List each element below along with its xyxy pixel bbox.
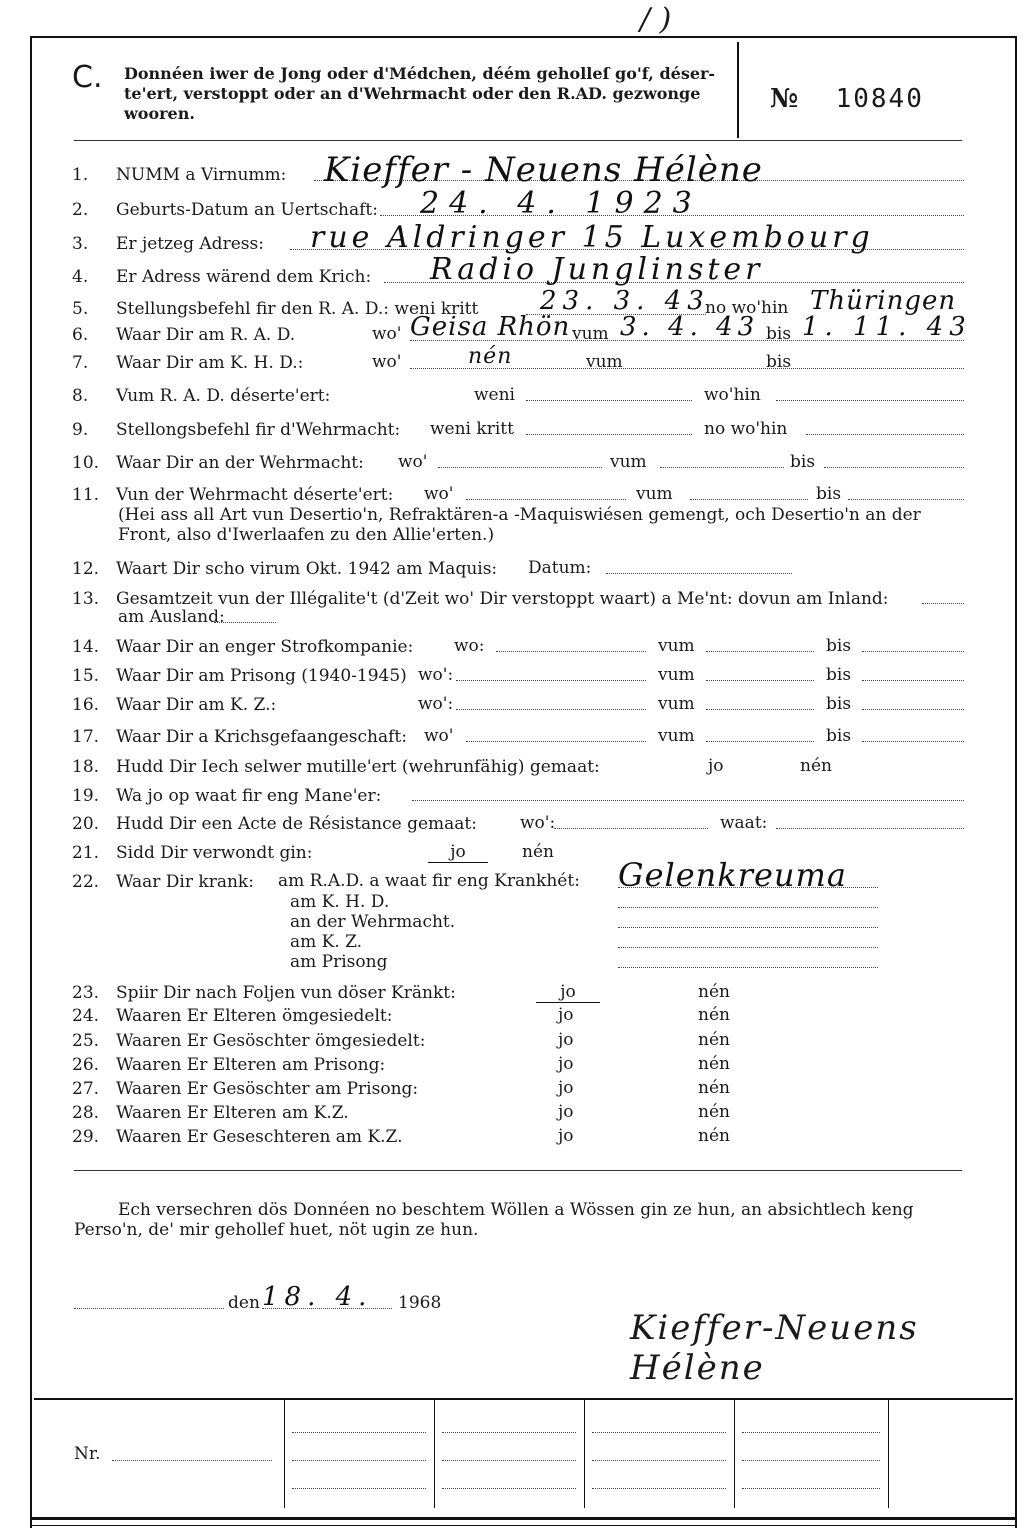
row-23-nen: nén — [698, 982, 730, 1002]
row-13: 13. Gesamtzeit vun der Illégalite't (d'Zeit wo' Dir verstoppt waart) a Me'nt: dovun am Inland: — [72, 589, 889, 609]
row-17-bis: bis — [826, 726, 852, 746]
row-18: 18. Hudd Dir Iech selwer mutille'ert (wehrunfähig) gemaat: — [72, 757, 600, 777]
row-22-line-1 — [618, 907, 878, 908]
row-7-wo: wo' — [372, 352, 402, 372]
row-6-bis: bis — [766, 324, 792, 344]
row-9-wohin: no wo'hin — [704, 419, 788, 439]
row-7-bis: bis — [766, 352, 792, 372]
row-13-line-b — [214, 622, 276, 623]
row-7-vum: vum — [586, 352, 623, 372]
top-handwritten-mark: / ) — [640, 2, 672, 37]
footer-dot-3b — [592, 1460, 726, 1461]
date-value: 18. 4. — [262, 1282, 373, 1312]
row-20-wo: wo': — [520, 813, 556, 833]
row-11: 11. Vun der Wehrmacht déserte'ert: — [72, 485, 394, 505]
declaration-line-1: Ech versechren dös Donnéen no beschtem Wöllen a Wössen gin ze hun, an absichtlech keng — [118, 1200, 914, 1220]
row-17-line-b — [706, 741, 814, 742]
declaration-rule — [74, 1170, 962, 1171]
row-3: 3. Er jetzeg Adress: — [72, 234, 264, 254]
row-4-value: Radio Junglinster — [430, 252, 764, 287]
row-17-line-c — [862, 741, 964, 742]
row-15-wo: wo': — [418, 665, 454, 685]
row-7: 7. Waar Dir am K. H. D.: — [72, 353, 304, 373]
row-25-nen: nén — [698, 1030, 730, 1050]
heading-line-2: te'ert, verstoppt oder an d'Wehrmacht oder den R.AD. gezwonge — [124, 84, 701, 103]
row-18-jo: jo — [708, 756, 724, 776]
footer-col-3 — [584, 1398, 585, 1508]
row-11-note-2: Front, also d'Iwerlaafen zu den Allie'erten.) — [118, 525, 495, 545]
signature: Kieffer-Neuens Hélène — [630, 1308, 919, 1388]
row-27-nen: nén — [698, 1078, 730, 1098]
row-5: 5. Stellungsbefehl fir den R. A. D.: weni kritt — [72, 299, 479, 319]
row-15-line-c — [862, 680, 964, 681]
row-19-line — [412, 800, 964, 801]
row-11-note-1: (Hei ass all Art vun Desertio'n, Refraktären-a -Maquiswiésen gemengt, och Desertio'n an der — [118, 505, 921, 525]
row-11-line-c — [848, 499, 964, 500]
row-11-bis: bis — [816, 484, 842, 504]
footer-col-2 — [434, 1398, 435, 1508]
row-10-vum: vum — [610, 452, 647, 472]
footer-nr: Nr. — [74, 1444, 101, 1464]
row-22-sub-1: am K. H. D. — [290, 892, 390, 912]
row-22-sub-2: an der Wehrmacht. — [290, 912, 456, 932]
form-heading — [124, 64, 734, 124]
row-14-line-c — [862, 651, 964, 652]
row-6-line — [410, 340, 964, 341]
footer-dot-2c — [442, 1488, 576, 1489]
row-13-ausland: am Ausland: — [118, 607, 225, 627]
row-8-line-a — [526, 400, 692, 401]
date-year: 1968 — [398, 1293, 442, 1313]
footer-dot-1b — [292, 1460, 426, 1461]
row-22-value: Gelenkreuma — [618, 856, 847, 894]
bottom-border — [30, 1517, 1017, 1520]
row-22-line-4 — [618, 967, 878, 968]
date-den: den — [228, 1293, 260, 1313]
row-15-bis: bis — [826, 665, 852, 685]
footer-dot-1a — [292, 1432, 426, 1433]
row-8-weni: weni — [474, 385, 515, 405]
row-8-wohin: wo'hin — [704, 385, 761, 405]
row-9: 9. Stellongsbefehl fir d'Wehrmacht: — [72, 420, 401, 440]
row-8: 8. Vum R. A. D. déserte'ert: — [72, 386, 331, 406]
row-5-mid: no wo'hin — [705, 298, 789, 318]
header-divider — [737, 42, 739, 138]
header-rule — [74, 140, 962, 141]
number-sign: № — [770, 84, 801, 114]
row-26-nen: nén — [698, 1054, 730, 1074]
row-22-am: am R.A.D. a waat fir eng Krankhét: — [278, 871, 580, 891]
row-26: 26. Waaren Er Elteren am Prisong: — [72, 1055, 386, 1075]
footer-dot-4c — [742, 1488, 880, 1489]
row-22: 22. Waar Dir krank: — [72, 872, 254, 892]
row-9-line-a — [526, 434, 692, 435]
row-16-line-c — [862, 709, 964, 710]
row-6-value2: 3. 4. 43 — [620, 312, 760, 342]
row-5-value: 23. 3. 43 — [540, 286, 710, 316]
row-6-vum: vum — [572, 324, 609, 344]
footer-dot-4a — [742, 1432, 880, 1433]
form-number — [770, 84, 924, 114]
row-10-line-a — [438, 467, 602, 468]
heading-line-3: wooren. — [124, 104, 195, 123]
footer-dot-2b — [442, 1460, 576, 1461]
row-6: 6. Waar Dir am R. A. D. — [72, 325, 296, 345]
place-line — [74, 1308, 224, 1309]
row-1: 1. NUMM a Virnumm: — [72, 165, 287, 185]
row-11-vum: vum — [636, 484, 673, 504]
row-25: 25. Waaren Er Gesöschter ömgesiedelt: — [72, 1031, 426, 1051]
row-16-line-a — [456, 709, 646, 710]
footer-dot-1c — [292, 1488, 426, 1489]
row-21: 21. Sidd Dir verwondt gin: — [72, 843, 313, 863]
row-16-bis: bis — [826, 694, 852, 714]
row-2-value: 24. 4. 1923 — [420, 186, 702, 221]
footer-col-1 — [284, 1398, 285, 1508]
row-14-line-b — [706, 651, 814, 652]
row-14-wo: wo: — [454, 636, 485, 656]
row-6-value3: 1. 11. 43 — [802, 312, 972, 342]
row-10-wo: wo' — [398, 452, 428, 472]
row-14-vum: vum — [658, 636, 695, 656]
row-11-line-a — [466, 499, 626, 500]
row-26-jo: jo — [558, 1054, 574, 1074]
row-13-line-a — [922, 603, 964, 604]
row-11-line-b — [690, 499, 808, 500]
row-14-bis: bis — [826, 636, 852, 656]
row-24-jo: jo — [558, 1005, 574, 1025]
row-20-waat: waat: — [720, 813, 768, 833]
row-1-value: Kieffer - Neuens Hélène — [324, 150, 763, 190]
row-23: 23. Spiir Dir nach Foljen vun döser Kränkt: — [72, 983, 456, 1003]
row-20-line-a — [554, 828, 708, 829]
date-line — [262, 1308, 392, 1309]
row-17: 17. Waar Dir a Krichsgefaangeschaft: — [72, 727, 407, 747]
row-15-line-b — [706, 680, 814, 681]
footer-table — [34, 1398, 1013, 1508]
row-15-vum: vum — [658, 665, 695, 685]
row-18-nen: nén — [800, 756, 832, 776]
row-28-nen: nén — [698, 1102, 730, 1122]
row-10-line-c — [824, 467, 964, 468]
row-16-line-b — [706, 709, 814, 710]
row-19: 19. Wa jo op waat fir eng Mane'er: — [72, 786, 382, 806]
row-7-line — [410, 368, 964, 369]
row-28: 28. Waaren Er Elteren am K.Z. — [72, 1103, 349, 1123]
row-6-value: Geisa Rhön — [410, 312, 571, 342]
row-12-line — [606, 573, 792, 574]
footer-col-4 — [734, 1398, 735, 1508]
row-21-nen: nén — [522, 842, 554, 862]
row-24-nen: nén — [698, 1005, 730, 1025]
row-7-value: nén — [468, 344, 513, 369]
footer-dot-3a — [592, 1432, 726, 1433]
row-17-wo: wo' — [424, 726, 454, 746]
row-17-vum: vum — [658, 726, 695, 746]
row-29: 29. Waaren Er Geseschteren am K.Z. — [72, 1127, 403, 1147]
row-27-jo: jo — [558, 1078, 574, 1098]
footer-dot-4b — [742, 1460, 880, 1461]
row-14-line-a — [496, 651, 646, 652]
row-20: 20. Hudd Dir een Acte de Résistance gemaat: — [72, 814, 477, 834]
row-3-value: rue Aldringer 15 Luxembourg — [310, 220, 874, 255]
section-letter: C. — [72, 60, 103, 95]
row-16-wo: wo': — [418, 694, 454, 714]
footer-nr-line — [112, 1460, 272, 1461]
footer-dot-3c — [592, 1488, 726, 1489]
row-2: 2. Geburts-Datum an Uertschaft: — [72, 200, 378, 220]
row-5-value2: Thüringen — [810, 286, 957, 316]
row-21-jo: jo — [428, 842, 488, 863]
number-value: 10840 — [835, 84, 924, 114]
row-28-jo: jo — [558, 1102, 574, 1122]
row-11-wo: wo' — [424, 484, 454, 504]
row-10-line-b — [660, 467, 784, 468]
row-25-jo: jo — [558, 1030, 574, 1050]
row-16: 16. Waar Dir am K. Z.: — [72, 695, 277, 715]
row-23-jo: jo — [536, 982, 600, 1003]
row-14: 14. Waar Dir an enger Strofkompanie: — [72, 637, 414, 657]
row-24: 24. Waaren Er Elteren ömgesiedelt: — [72, 1006, 393, 1026]
footer-col-5 — [888, 1398, 889, 1508]
row-15-line-a — [456, 680, 646, 681]
row-12-datum: Datum: — [528, 558, 592, 578]
declaration-line-2: Perso'n, de' mir gehollef huet, nöt ugin ze hun. — [74, 1220, 479, 1240]
row-9-weni: weni kritt — [430, 419, 514, 439]
heading-line-1: Donnéen iwer de Jong oder d'Médchen, déém geholleſ go'f, déser- — [124, 64, 716, 83]
row-29-jo: jo — [558, 1126, 574, 1146]
row-15: 15. Waar Dir am Prisong (1940-1945) — [72, 666, 407, 686]
row-16-vum: vum — [658, 694, 695, 714]
row-6-wo: wo' — [372, 324, 402, 344]
row-22-sub-4: am Prisong — [290, 952, 388, 972]
footer-dot-2a — [442, 1432, 576, 1433]
row-8-line-b — [776, 400, 964, 401]
right-border — [1015, 36, 1017, 1528]
row-22-sub — [290, 892, 455, 972]
row-17-line-a — [466, 741, 646, 742]
row-22-line-0 — [618, 887, 878, 888]
row-10: 10. Waar Dir an der Wehrmacht: — [72, 453, 364, 473]
row-22-line-3 — [618, 947, 878, 948]
row-29-nen: nén — [698, 1126, 730, 1146]
row-4: 4. Er Adress wärend dem Krich: — [72, 267, 372, 287]
row-22-sub-3: am K. Z. — [290, 932, 363, 952]
row-12: 12. Waart Dir scho virum Okt. 1942 am Maquis: — [72, 559, 498, 579]
row-9-line-b — [806, 434, 964, 435]
row-20-line-b — [776, 828, 964, 829]
row-27: 27. Waaren Er Gesöschter am Prisong: — [72, 1079, 419, 1099]
row-10-bis: bis — [790, 452, 816, 472]
row-22-line-2 — [618, 927, 878, 928]
bottom-border-thin — [30, 1525, 1017, 1526]
